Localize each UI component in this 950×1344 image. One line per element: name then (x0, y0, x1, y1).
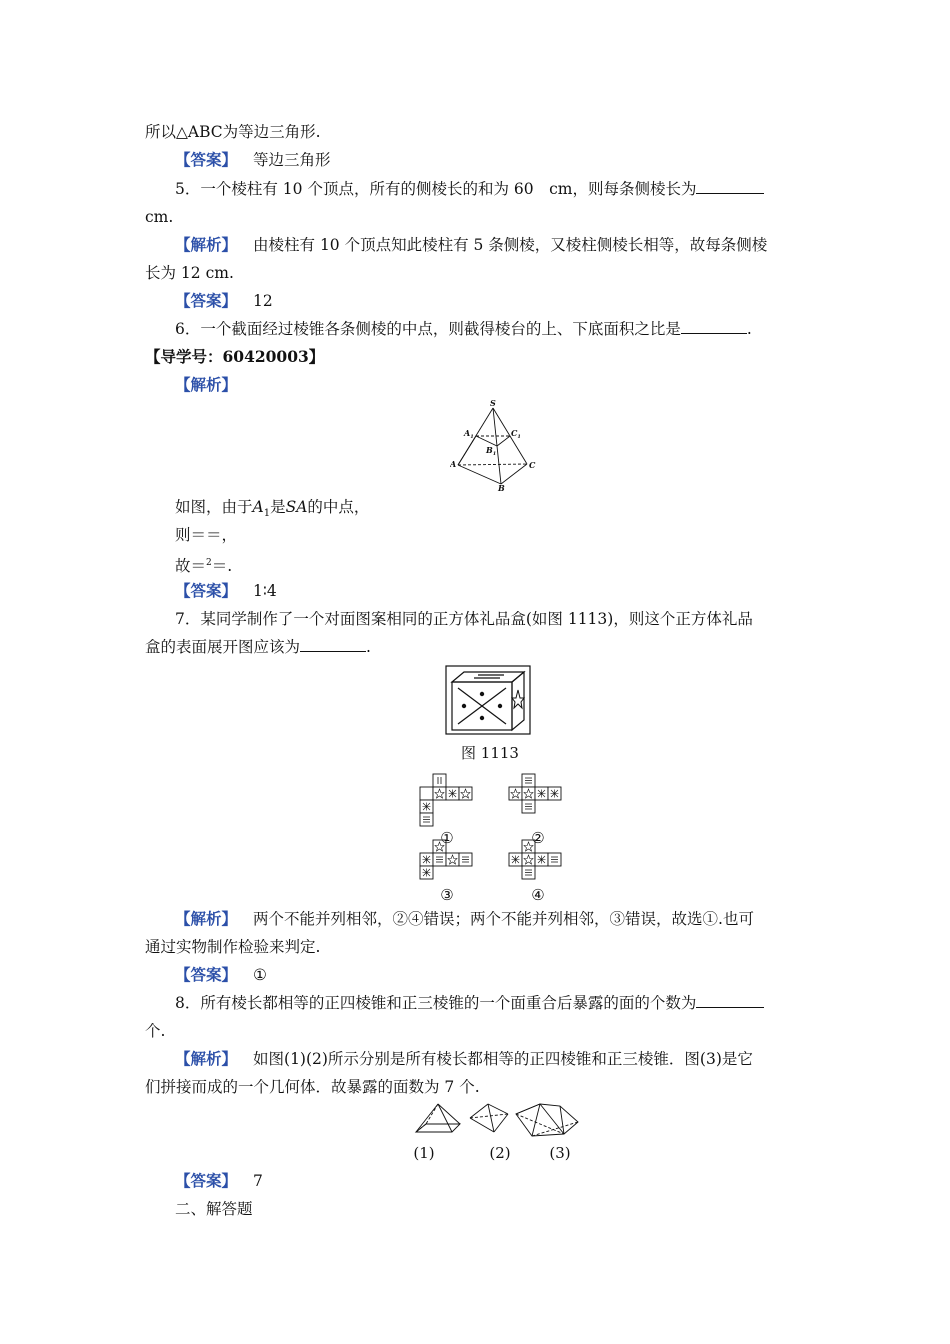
answer-text: 等边三角形 (253, 151, 331, 169)
label-c: C (529, 460, 536, 470)
label-c1: $C_1$ (511, 428, 521, 440)
solution-text: 两个不能并列相邻，②④错误；两个不能并列相邻，③错误，故选①.也可 (253, 910, 754, 928)
text-line (145, 206, 810, 228)
guide-text: 【导学号：60420003】 (145, 347, 325, 366)
square-pyramid (416, 1104, 460, 1132)
solution-tag: 【解析】 (175, 235, 238, 254)
math-var: SA (285, 498, 308, 516)
figure-caption-1: (1) (413, 1144, 435, 1162)
figure-caption-3: (3) (549, 1144, 571, 1162)
text-segment: 所以△ABC为等边三角形. (145, 123, 321, 141)
solution-text: 则＝＝， (175, 526, 238, 544)
text-line (175, 524, 810, 546)
question-6 (175, 318, 810, 340)
question-text: 5．一个棱柱有 10 个顶点，所有的侧棱长的和为 60 cm，则每条侧棱长为 (175, 180, 697, 198)
answer-text: 12 (253, 292, 273, 310)
answer-tag: 【答案】 (175, 581, 238, 600)
text-line (145, 121, 810, 143)
solution-7 (175, 908, 810, 930)
answer-text: ① (253, 966, 267, 984)
truncated-pyramid-figure (450, 398, 540, 492)
answer-blank (300, 637, 366, 652)
question-text: 8．所有棱长都相等的正四棱锥和正三棱锥的一个面重合后暴露的面的个数为 (175, 994, 697, 1012)
answer-tag: 【答案】 (175, 1171, 238, 1190)
figure-caption-2: (2) (489, 1144, 511, 1162)
label-s: S (490, 398, 496, 408)
label-b: B (498, 483, 505, 492)
pyramids-figure (414, 1100, 584, 1142)
math-var: A (252, 498, 264, 516)
guide-number (145, 346, 810, 368)
label-a: A (450, 459, 457, 469)
cube-gift-box-figure (444, 664, 532, 736)
question-text: 盒的表面展开图应该为 (145, 638, 301, 656)
text-line (145, 262, 810, 284)
question-8 (175, 992, 810, 1014)
section-title: 二、解答题 (175, 1200, 253, 1218)
solution-text: 如图(1)(2)所示分别是所有棱长都相等的正四棱锥和正三棱锥．图(3)是它 (253, 1050, 753, 1068)
solution-text: 故＝ (175, 557, 207, 576)
solution-text: 由棱柱有 10 个顶点知此棱柱有 5 条侧棱，又棱柱侧棱长相等，故每条侧棱 (253, 236, 768, 254)
question-text: . (366, 638, 371, 656)
answer-blank (696, 179, 764, 194)
solution-text: 如图，由于 (175, 498, 253, 516)
solution-tag: 【解析】 (175, 1049, 238, 1068)
net-option-2 (509, 774, 561, 813)
text-line (145, 636, 810, 658)
option-label-4: ④ (531, 886, 545, 904)
option-label-3: ③ (440, 886, 454, 904)
solution-text: 通过实物制作检验来判定. (145, 938, 321, 956)
text-line (175, 552, 810, 577)
text-line (175, 496, 810, 525)
answer-line (175, 580, 810, 602)
question-text: 7．某同学制作了一个对面图案相同的正方体礼品盒(如图 1113)，则这个正方体礼品 (175, 610, 753, 628)
answer-line (175, 149, 810, 171)
answer-line (175, 1170, 810, 1192)
option-label-1: ① (440, 829, 454, 847)
question-text: . (746, 320, 752, 338)
answer-text: 1∶4 (253, 582, 277, 600)
solution-text: 的中点， (307, 498, 370, 516)
solution-text: 们拼接而成的一个几何体．故暴露的面数为 7 个. (145, 1078, 480, 1096)
text-line (145, 1076, 810, 1098)
question-7 (175, 608, 810, 630)
combined-solid (516, 1104, 578, 1136)
answer-tag: 【答案】 (175, 965, 238, 984)
triangular-pyramid (470, 1104, 508, 1132)
label-a1: $A_1$ (464, 428, 474, 440)
question-5 (175, 178, 810, 200)
option-label-2: ② (531, 829, 545, 847)
solution-8 (175, 1048, 810, 1070)
solution-text: 长为 12 cm. (145, 264, 234, 282)
math-sup: 2 (206, 558, 212, 568)
answer-blank (696, 993, 764, 1008)
answer-tag: 【答案】 (175, 291, 238, 310)
solution-tag: 【解析】 (175, 375, 238, 394)
answer-text: 7 (253, 1172, 263, 1190)
figure-caption: 图 1113 (461, 744, 519, 762)
text-line (145, 1020, 810, 1042)
math-sub: 1 (263, 508, 271, 520)
answer-line (175, 290, 810, 312)
solution-tag: 【解析】 (175, 909, 238, 928)
net-option-1 (420, 774, 472, 826)
question-text: 个. (145, 1022, 166, 1040)
solution-6 (175, 374, 810, 396)
solution-5 (175, 234, 810, 256)
answer-line (175, 964, 810, 986)
answer-tag: 【答案】 (175, 150, 238, 169)
text-line (145, 936, 810, 958)
question-text: 6．一个截面经过棱锥各条侧棱的中点，则截得棱台的上、下底面积之比是 (175, 320, 681, 338)
solution-text: 是 (270, 498, 286, 516)
answer-blank (681, 319, 747, 334)
section-heading (175, 1198, 810, 1220)
label-b1: $B_1$ (486, 445, 497, 457)
solution-text: ＝. (211, 557, 233, 576)
question-text: cm. (145, 208, 174, 226)
